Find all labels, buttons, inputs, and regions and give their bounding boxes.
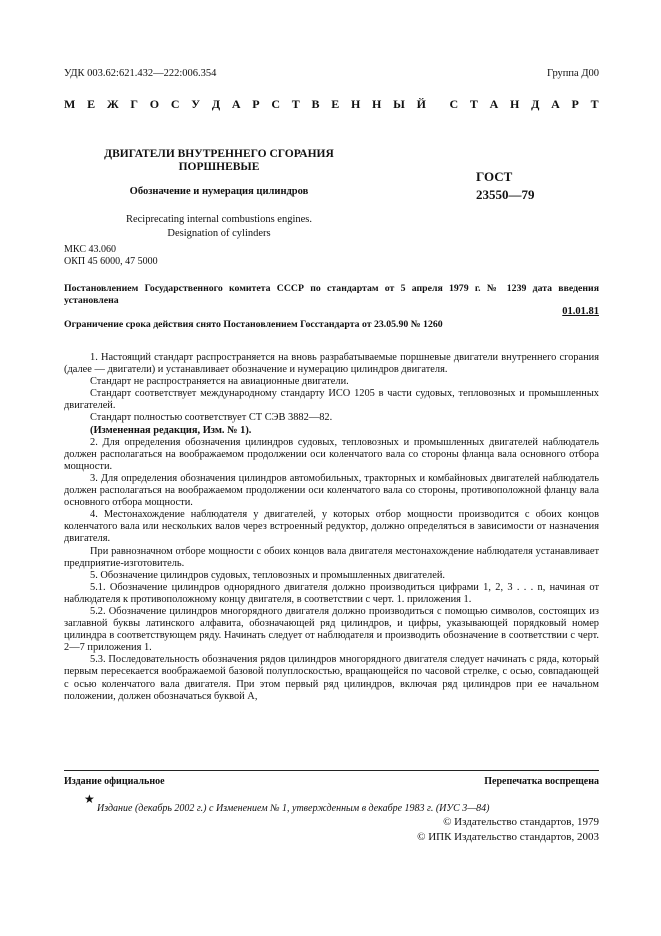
heading-letter: Е — [331, 97, 340, 111]
heading-letter: Т — [590, 97, 599, 111]
heading-letter: О — [149, 97, 160, 111]
body-paragraph: 5.2. Обозначение цилиндров многорядного двигателя должно производиться с помощью символов, состоящих из заглавной буквы латинского алфавита, обозначающей ряд цилиндров, и цифры, указывающей порядковый номер цилиндра в соответствующем ряду. Начинать следует от наблюдателя и производить обозначение в соответствии с черт. 2—7 приложения 1. — [64, 605, 599, 654]
heading-letter: Г — [130, 97, 139, 111]
subtitle: Обозначение и нумерация цилиндров — [129, 186, 309, 197]
english-title-line-2: Designation of cylinders — [167, 228, 271, 239]
interstate-standard-heading — [64, 97, 599, 112]
introduction-date: 01.01.81 — [562, 306, 599, 317]
group-code: Группа Д00 — [547, 68, 599, 79]
heading-letter: Д — [531, 97, 540, 111]
heading-letter: М — [64, 97, 76, 111]
heading-letter: Н — [372, 97, 382, 111]
gost-designation — [476, 168, 535, 204]
body-paragraph: 4. Местонахождение наблюдателя у двигателей, у которых отбор мощности производится с обоих концов коленчатого вала или нескольких валов через встроенный редуктор, должно определяться в зависимости от назначения двигателя. — [64, 509, 599, 545]
star-icon: ★ — [84, 792, 95, 806]
heading-letter: Р — [571, 97, 579, 111]
body-paragraph: 2. Для определения обозначения цилиндров судовых, тепловозных и промышленных двигателей наблюдатель должен располагаться на воображаемом продолжении оси коленчатого вала со стороны фланца вала основного отбора мощности. — [64, 436, 599, 472]
body-paragraph: 5.1. Обозначение цилиндров однорядного двигателя должно производиться цифрами 1, 2, 3 . . . n, начиная от наблюдателя к противоположному концу двигателя, в соответствии с черт. 1. приложения 1. — [64, 581, 599, 605]
okp-code: ОКП 45 6000, 47 5000 — [64, 255, 158, 267]
reprint-forbidden-label: Перепечатка воспрещена — [484, 776, 599, 787]
body-paragraph: Стандарт полностью соответствует СТ СЭВ 3882—82. — [90, 412, 333, 424]
heading-letter: А — [231, 97, 241, 111]
heading-letter: У — [191, 97, 201, 111]
edition-note: Издание (декабрь 2002 г.) с Изменением № 1, утвержденным в декабре 1983 г. (ИУС 3—84) — [97, 803, 490, 814]
english-title-line-1: Reciprecating internal combustions engines. — [125, 214, 313, 225]
heading-letter: Й — [416, 97, 426, 111]
heading-letter: Е — [87, 97, 96, 111]
udk-code: УДК 003.62:621.432—222:006.354 — [64, 68, 217, 79]
heading-letter: Н — [510, 97, 520, 111]
heading-letter: Н — [350, 97, 361, 111]
heading-letter: Д — [211, 97, 221, 111]
classification-codes — [64, 244, 158, 267]
heading-letter: Ж — [106, 97, 119, 111]
title-block — [84, 148, 354, 241]
title-line-2: ПОРШНЕВЫЕ — [178, 161, 260, 173]
footer-divider — [64, 770, 599, 771]
body-paragraph: 3. Для определения обозначения цилиндров автомобильных, тракторных и комбайновых двигателей наблюдатель должен располагаться на воображаемом продолжении оси коленчатого вала со стороны, противоположной фланцу вала основного отбора мощности. — [64, 472, 599, 509]
heading-letter: Т — [469, 97, 478, 111]
body-paragraph: 5. Обозначение цилиндров судовых, тепловозных и промышленных двигателей. — [90, 569, 445, 581]
mks-code: МКС 43.060 — [64, 244, 116, 255]
decree-text: Постановлением Государственного комитета СССР по стандартам от 5 апреля 1979 г. № 1239 дата введения установлена — [64, 283, 599, 306]
body-paragraph: (Измененная редакция, Изм. № 1). — [90, 424, 252, 436]
body-paragraph: 1. Настоящий стандарт распространяется на вновь разрабатываемые поршневые двигатели внутреннего сгорания (далее — двигатели) и устанавливает обозначение и нумерацию цилиндров двигателя. — [64, 352, 599, 376]
english-title — [84, 213, 354, 241]
heading-letter: Ы — [393, 97, 405, 111]
body-paragraph: При равнозначном отборе мощности с обоих концов вала двигателя местонахождение наблюдателя устанавливает предприятие-изготовитель. — [64, 545, 599, 569]
body-paragraph: Стандарт не распространяется на авиационные двигатели. — [90, 376, 349, 388]
heading-letter: Р — [252, 97, 260, 111]
heading-letter: С — [449, 97, 459, 111]
body-paragraph: Стандарт соответствует международному стандарту ИСО 1205 в части судовых, тепловозных и промышленных двигателей. — [64, 388, 599, 412]
heading-letter: Т — [291, 97, 300, 111]
official-edition-label: Издание официальное — [64, 776, 165, 787]
heading-letter: А — [489, 97, 499, 111]
heading-letter: С — [170, 97, 180, 111]
heading-letter: А — [551, 97, 560, 111]
limit-removed-text: Ограничение срока действия снято Постановлением Госстандарта от 23.05.90 № 1260 — [64, 319, 443, 330]
copyright-1979: © Издательство стандартов, 1979 — [443, 816, 599, 828]
gost-number: 23550—79 — [476, 187, 535, 202]
copyright-2003: © ИПК Издательство стандартов, 2003 — [417, 831, 599, 843]
gost-label: ГОСТ — [476, 169, 513, 184]
heading-letter: В — [311, 97, 320, 111]
body-paragraph: 5.3. Последовательность обозначения рядов цилиндров многорядного двигателя следует начинать с ряда, который первым пересекается воображаемой базовой полуплоскостью, вращающейся по часовой стрелке, с осью, совпадающей с осью коленчатого вала двигателя. При этом первый ряд цилиндров, включая ряд цилиндров при ее начальном положении, должен обозначаться буквой А, — [64, 654, 599, 702]
body-text — [64, 352, 599, 703]
title-line-1: ДВИГАТЕЛИ ВНУТРЕННЕГО СГОРАНИЯ — [104, 148, 334, 160]
heading-letter: С — [271, 97, 280, 111]
